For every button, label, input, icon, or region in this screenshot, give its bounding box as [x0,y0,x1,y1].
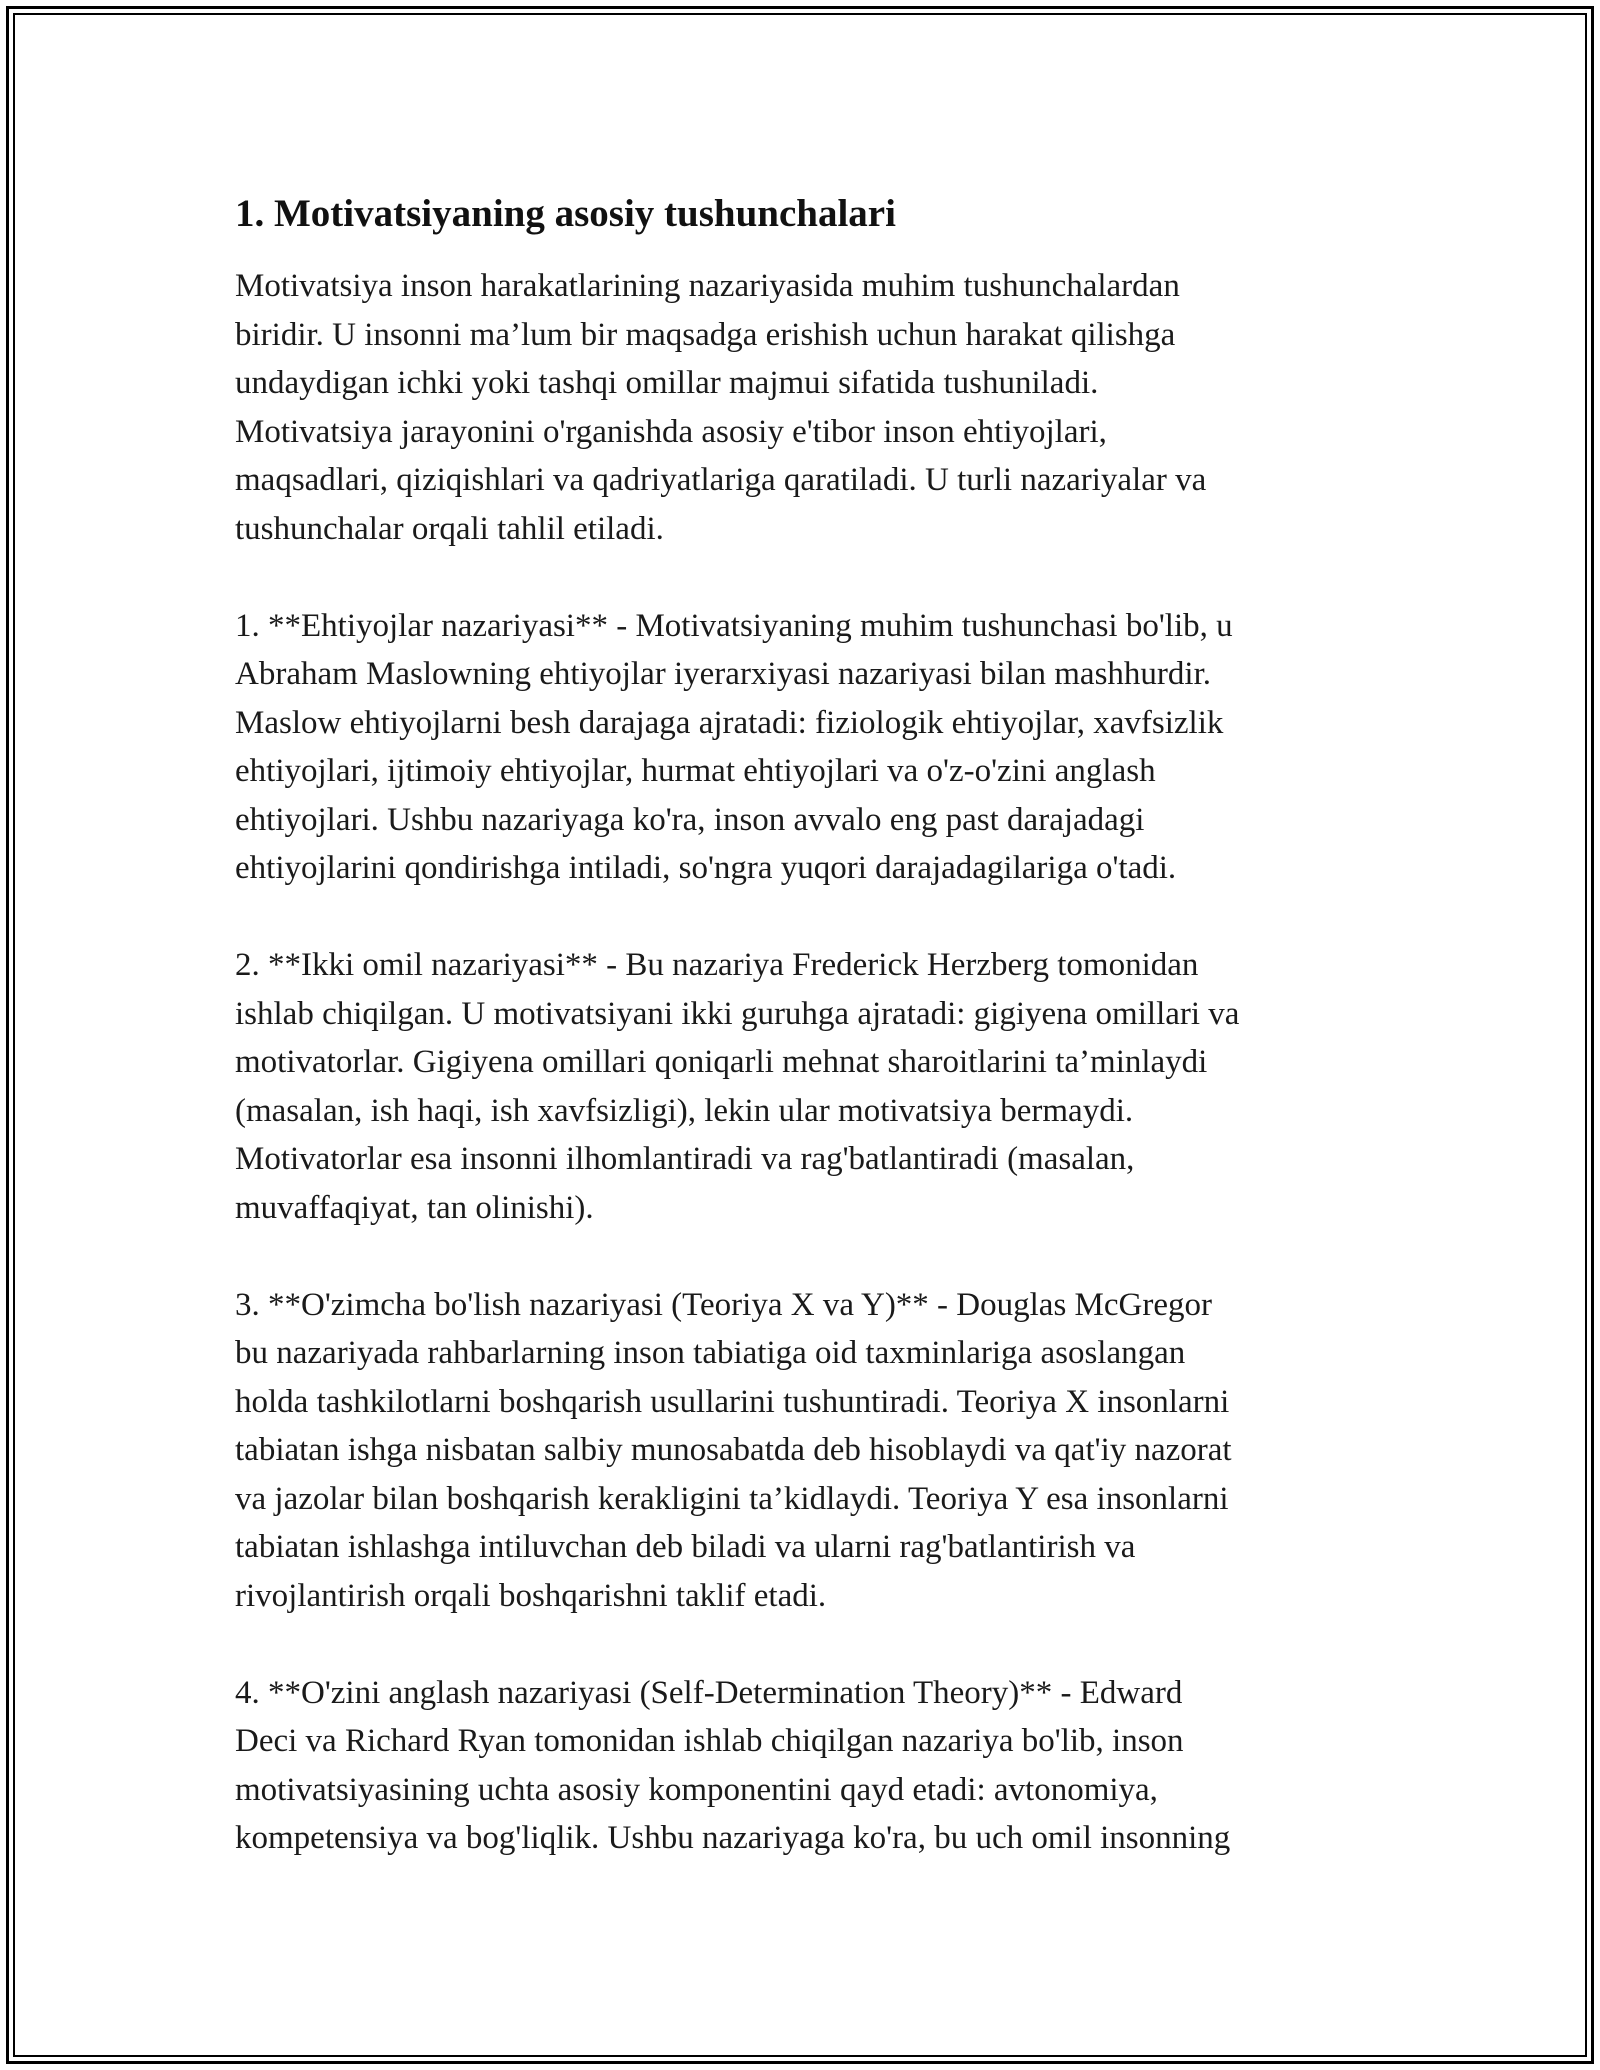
paragraph-self-determination-theory [235,1669,1365,1863]
text-line: (masalan, ish haqi, ish xavfsizligi), lekin ular motivatsiya bermaydi. [235,1092,1134,1129]
text-line: kompetensiya va bog'liqlik. Ushbu nazariyaga ko'ra, bu uch omil insonning [235,1820,1231,1856]
text-line: Abraham Maslowning ehtiyojlar iyerarxiyasi nazariyasi bilan mashhurdir. [235,656,1211,692]
text-line: tabiatan ishga nisbatan salbiy munosabatda deb hisoblaydi va qat'iy nazorat [235,1432,1232,1468]
paragraph-theory-x-y [235,1281,1365,1621]
text-line: Motivatsiya jarayonini o'rganishda asosiy e'tibor inson ehtiyojlari, [235,413,1107,450]
document-body [235,190,1365,1911]
text-line: 4. **O'zini anglash nazariyasi (Self-Determination Theory)** - Edward [235,1674,1183,1711]
text-line: 2. **Ikki omil nazariyasi** - Bu nazariya Frederick Herzberg tomonidan [235,947,1199,983]
paragraph-needs-theory [235,602,1365,893]
text-line: tushunchalar orqali tahlil etiladi. [235,510,664,547]
text-line: muvaffaqiyat, tan olinishi). [235,1189,594,1226]
text-line: motivatsiyasining uchta asosiy komponentini qayd etadi: avtonomiya, [235,1771,1158,1808]
text-line: rivojlantirish orqali boshqarishni taklif etadi. [235,1577,827,1614]
text-line: va jazolar bilan boshqarish kerakligini ta’kidlaydi. Teoriya Y esa insonlarni [235,1480,1229,1517]
text-line: 1. **Ehtiyojlar nazariyasi** - Motivatsiyaning muhim tushunchasi bo'lib, u [235,607,1233,644]
text-line: 3. **O'zimcha bo'lish nazariyasi (Teoriya X va Y)** - Douglas McGregor [235,1286,1212,1323]
section-heading: 1. Motivatsiyaning asosiy tushunchalari [235,192,896,235]
text-line: maqsadlari, qiziqishlari va qadriyatlariga qaratiladi. U turli nazariyalar va [235,462,1207,498]
paragraph-two-factor-theory [235,941,1365,1232]
text-line: ehtiyojlari, ijtimoiy ehtiyojlar, hurmat ehtiyojlari va o'z-o'zini anglash [235,753,1156,789]
text-line: tabiatan ishlashga intiluvchan deb biladi va ularni rag'batlantirish va [235,1529,1136,1565]
text-line: ehtiyojlari. Ushbu nazariyaga ko'ra, inson avvalo eng past darajadagi [235,801,1145,838]
text-line: ishlab chiqilgan. U motivatsiyani ikki guruhga ajratadi: gigiyena omillari va [235,995,1240,1032]
text-line: motivatorlar. Gigiyena omillari qoniqarli mehnat sharoitlarini ta’minlaydi [235,1044,1208,1080]
text-line: Motivatorlar esa insonni ilhomlantiradi va rag'batlantiradi (masalan, [235,1141,1135,1177]
text-line: Maslow ehtiyojlarni besh darajaga ajratadi: fiziologik ehtiyojlar, xavfsizlik [235,704,1224,741]
text-line: biridir. U insonni ma’lum bir maqsadga erishish uchun harakat qilishga [235,316,1176,353]
text-line: Deci va Richard Ryan tomonidan ishlab chiqilgan nazariya bo'lib, inson [235,1723,1184,1759]
text-line: bu nazariyada rahbarlarning inson tabiatiga oid taxminlariga asoslangan [235,1335,1186,1371]
text-line: ehtiyojlarini qondirishga intiladi, so'ngra yuqori darajadagilariga o'tadi. [235,850,1177,886]
text-line: Motivatsiya inson harakatlarining nazariyasida muhim tushunchalardan [235,268,1180,304]
text-line: holda tashkilotlarni boshqarish usullarini tushuntiradi. Teoriya X insonlarni [235,1383,1230,1420]
paragraph-intro [235,262,1365,553]
text-line: undaydigan ichki yoki tashqi omillar majmui sifatida tushuniladi. [235,365,1099,401]
